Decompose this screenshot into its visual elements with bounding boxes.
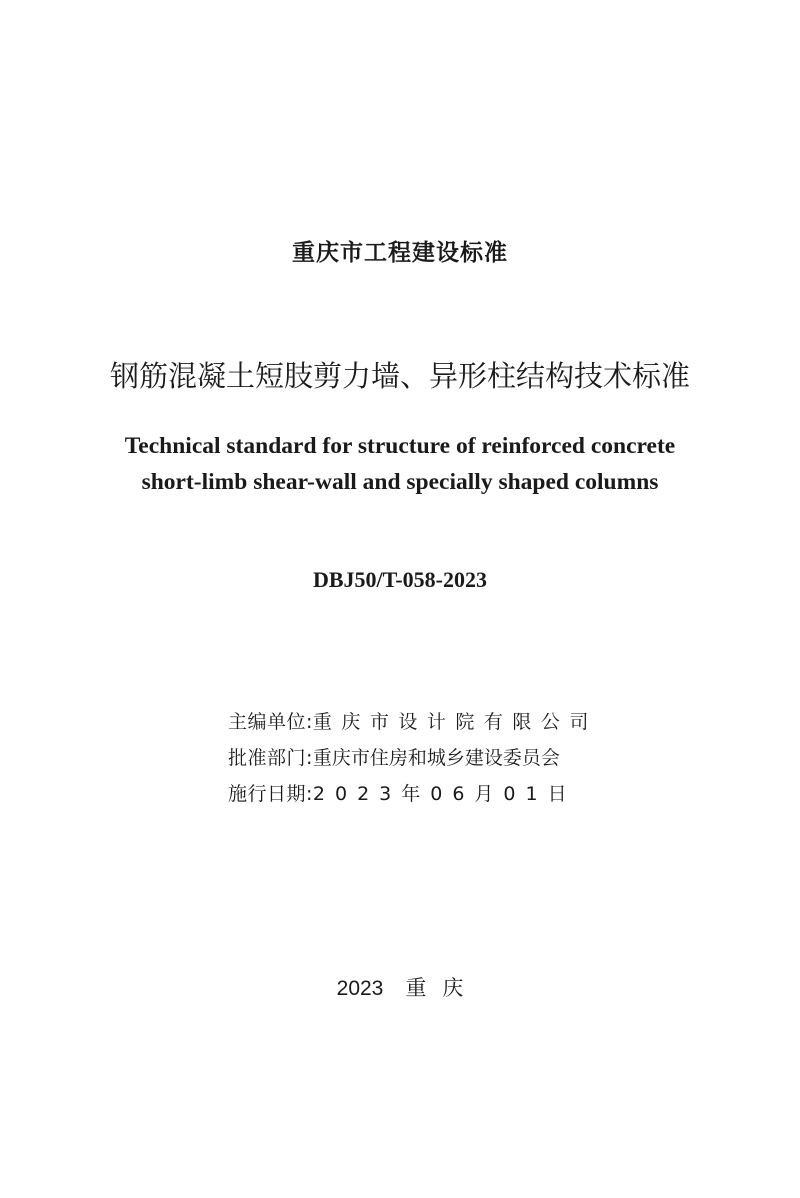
main-title: 钢筋混凝土短肢剪力墙、异形柱结构技术标准 bbox=[109, 359, 690, 393]
series-title: 重庆市工程建设标准 bbox=[292, 240, 508, 266]
publication-year: 2023 bbox=[336, 977, 384, 1000]
english-title-line-1: Technical standard for structure of reinforced concrete bbox=[124, 433, 676, 459]
approver-label: 批准部门: bbox=[228, 747, 313, 769]
approver-row bbox=[228, 740, 648, 776]
editor-label: 主编单位: bbox=[228, 711, 313, 733]
english-title bbox=[0, 428, 800, 500]
english-title-line-2: short-limb shear-wall and specially shaped columns bbox=[141, 469, 659, 495]
standard-code: DBJ50/T-058-2023 bbox=[313, 567, 487, 592]
publication-city: 重庆 bbox=[405, 976, 480, 1000]
editor-value: 重庆市设计院有限公司 bbox=[312, 711, 598, 733]
effective-date-value: 2023年06月01日 bbox=[312, 783, 577, 805]
approver-value: 重庆市住房和城乡建设委员会 bbox=[312, 747, 560, 769]
effective-date-row bbox=[228, 776, 648, 812]
publication-footer bbox=[0, 972, 800, 1002]
editor-row bbox=[228, 704, 648, 740]
effective-date-label: 施行日期: bbox=[228, 783, 313, 805]
publication-info bbox=[228, 704, 648, 812]
